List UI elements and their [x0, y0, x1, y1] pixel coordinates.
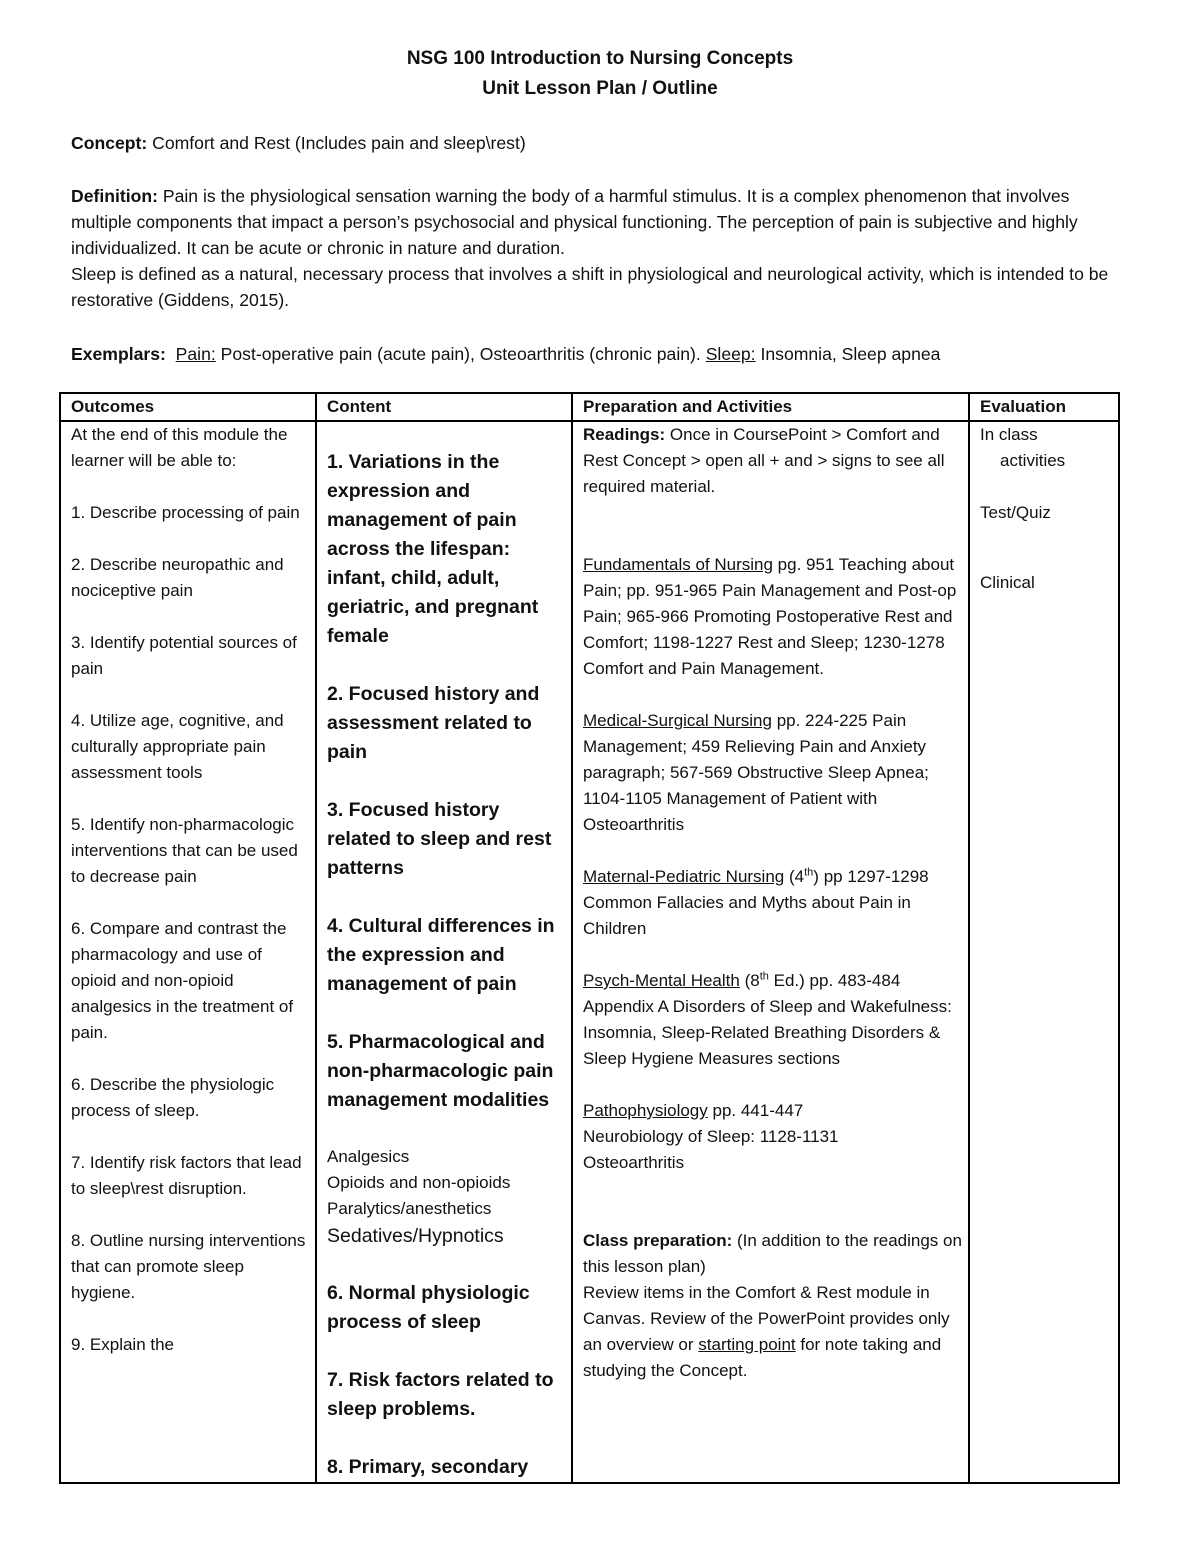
fundamentals-paragraph — [583, 552, 964, 682]
outcome-item: 3. Identify potential sources of pain — [71, 633, 297, 678]
fundamentals-title: Fundamentals of Nursing — [583, 555, 773, 574]
concept-paragraph — [71, 130, 1123, 156]
outcome-item: 4. Utilize age, cognitive, and culturally appropriate pain assessment tools — [71, 711, 284, 782]
classprep-text: (In addition to the readings on this lesson plan) — [583, 1231, 962, 1276]
medsurg-title: Medical-Surgical Nursing — [583, 711, 772, 730]
drug-list-item: Sedatives/Hypnotics — [327, 1225, 504, 1247]
outcome-item: 5. Identify non-pharmacologic interventions that can be used to decrease pain — [71, 815, 298, 886]
review-paragraph — [583, 1280, 964, 1384]
exemplars-pain-text: Post-operative pain (acute pain), Osteoarthritis (chronic pain). — [220, 344, 701, 364]
psych-edition-post: Ed.) — [773, 971, 805, 990]
document-title: NSG 100 Introduction to Nursing Concepts — [406, 48, 794, 69]
content-item: 6. Normal physiologic process of sleep — [327, 1282, 530, 1333]
patho-paragraph — [583, 1098, 964, 1124]
definition-label: Definition: — [71, 186, 158, 206]
review-text1: Review items in the Comfort & Rest module in Canvas. Review of the PowerPoint provides only an overview or — [583, 1283, 950, 1354]
concept-text: Comfort and Rest (Includes pain and sleep\rest) — [152, 133, 526, 153]
lesson-plan-table — [59, 392, 1120, 1484]
readings-text: Once in CoursePoint > Comfort and Rest Concept > open all + and > signs to see all required material. — [583, 425, 945, 496]
fundamentals-text: pg. 951 Teaching about Pain; pp. 951-965 Pain Management and Post-op Pain; 965-966 Promoting Postoperative Rest and Comfort; 1198-1227 Rest and Sleep; 1230-1278 Comfort and Pain Management. — [583, 555, 957, 678]
content-item: 5. Pharmacological and non-pharmacologic pain management modalities — [327, 1031, 554, 1111]
patho-text2: Neurobiology of Sleep: 1128-1131 — [583, 1127, 839, 1146]
header-evaluation: Evaluation — [969, 393, 1119, 421]
drug-list-item: Analgesics — [327, 1147, 410, 1166]
matped-paragraph — [583, 864, 964, 942]
drug-list-item: Paralytics/anesthetics — [327, 1199, 492, 1218]
content-item: 3. Focused history related to sleep and rest patterns — [327, 799, 552, 879]
content-item: 2. Focused history and assessment related to pain — [327, 683, 540, 763]
patho-text3: Osteoarthritis — [583, 1153, 685, 1172]
header-preparation: Preparation and Activities — [572, 393, 969, 421]
psych-edition-sup: th — [759, 970, 769, 983]
matped-text: pp 1297-1298 Common Fallacies and Myths about Pain in Children — [583, 867, 929, 938]
classprep-paragraph — [583, 1228, 964, 1280]
exemplars-sleep-text: Insomnia, Sleep apnea — [760, 344, 941, 364]
readings-label: Readings: — [583, 425, 666, 444]
definition-pain-text: Pain is the physiological sensation warning the body of a harmful stimulus. It is a complex phenomenon that involves multiple components that impact a person’s psychosocial and physical functioning. The perception of pain is subjective and highly individualized. It can be acute or chronic in nature and duration. — [71, 186, 1078, 258]
evaluation-clinical: Clinical — [980, 573, 1035, 592]
psych-title: Psych-Mental Health — [583, 971, 740, 990]
definition-paragraph — [71, 183, 1123, 313]
review-link: starting point — [698, 1335, 796, 1354]
outcome-item: 6. Compare and contrast the pharmacology and use of opioid and non-opioid analgesics in the treatment of pain. — [71, 919, 294, 1042]
outcome-item: 8. Outline nursing interventions that can promote sleep hygiene. — [71, 1231, 306, 1302]
matped-edition-post: ) — [813, 867, 819, 886]
psych-paragraph — [583, 968, 964, 1072]
content-item: 7. Risk factors related to sleep problems. — [327, 1369, 554, 1420]
patho-text1: pp. 441-447 — [712, 1101, 804, 1120]
psych-edition-pre: (8 — [744, 971, 760, 990]
psych-text: pp. 483-484 Appendix A Disorders of Sleep and Wakefulness: Insomnia, Sleep-Related Breathing Disorders & Sleep Hygiene Measures sections — [583, 971, 952, 1068]
classprep-label: Class preparation: — [583, 1231, 733, 1250]
patho-title: Pathophysiology — [583, 1101, 708, 1120]
medsurg-text: pp. 224-225 Pain Management; 459 Relieving Pain and Anxiety paragraph; 567-569 Obstructive Sleep Apnea; 1104-1105 Management of Patient with Osteoarthritis — [583, 711, 929, 834]
table-body-row — [60, 421, 1119, 1483]
exemplars-paragraph — [71, 341, 1123, 367]
evaluation-test-quiz: Test/Quiz — [980, 503, 1051, 522]
exemplars-pain-label: Pain: — [175, 344, 216, 364]
outcomes-cell — [60, 421, 316, 1483]
review-text2: for note taking and studying the Concept. — [583, 1335, 942, 1380]
evaluation-in-class: In class — [980, 425, 1038, 444]
preparation-cell — [572, 421, 969, 1483]
outcome-item: 7. Identify risk factors that lead to sleep\rest disruption. — [71, 1153, 302, 1198]
outcome-item: 1. Describe processing of pain — [71, 503, 300, 522]
header-outcomes: Outcomes — [60, 393, 316, 421]
content-item: 1. Variations in the expression and management of pain across the lifespan: infant, child, adult, geriatric, and pregnant female — [327, 451, 539, 647]
exemplars-sleep-label: Sleep: — [705, 344, 756, 364]
outcome-item: 2. Describe neuropathic and nociceptive pain — [71, 555, 284, 600]
content-item: 8. Primary, secondary — [327, 1456, 529, 1478]
content-cell — [316, 421, 572, 1483]
outcomes-intro: At the end of this module the learner will be able to: — [71, 425, 288, 470]
evaluation-activities: activities — [1000, 451, 1066, 470]
document-subtitle: Unit Lesson Plan / Outline — [482, 78, 718, 99]
outcome-item: 9. Explain the — [71, 1335, 175, 1354]
outcome-item: 6. Describe the physiologic process of sleep. — [71, 1075, 275, 1120]
table-header-row — [60, 393, 1119, 421]
matped-edition-sup: th — [804, 866, 814, 879]
header-content: Content — [316, 393, 572, 421]
definition-sleep-text: Sleep is defined as a natural, necessary process that involves a shift in physiological and neurological activity, which is intended to be restorative (Giddens, 2015). — [71, 264, 1109, 310]
drug-list-item: Opioids and non-opioids — [327, 1173, 511, 1192]
medsurg-paragraph — [583, 708, 964, 838]
content-item: 4. Cultural differences in the expression and management of pain — [327, 915, 555, 995]
readings-paragraph — [583, 422, 964, 500]
matped-title: Maternal-Pediatric Nursing — [583, 867, 785, 886]
evaluation-cell — [969, 421, 1119, 1483]
concept-label: Concept: — [71, 133, 148, 153]
matped-edition-pre: (4 — [788, 867, 805, 886]
exemplars-label: Exemplars: — [71, 344, 166, 364]
